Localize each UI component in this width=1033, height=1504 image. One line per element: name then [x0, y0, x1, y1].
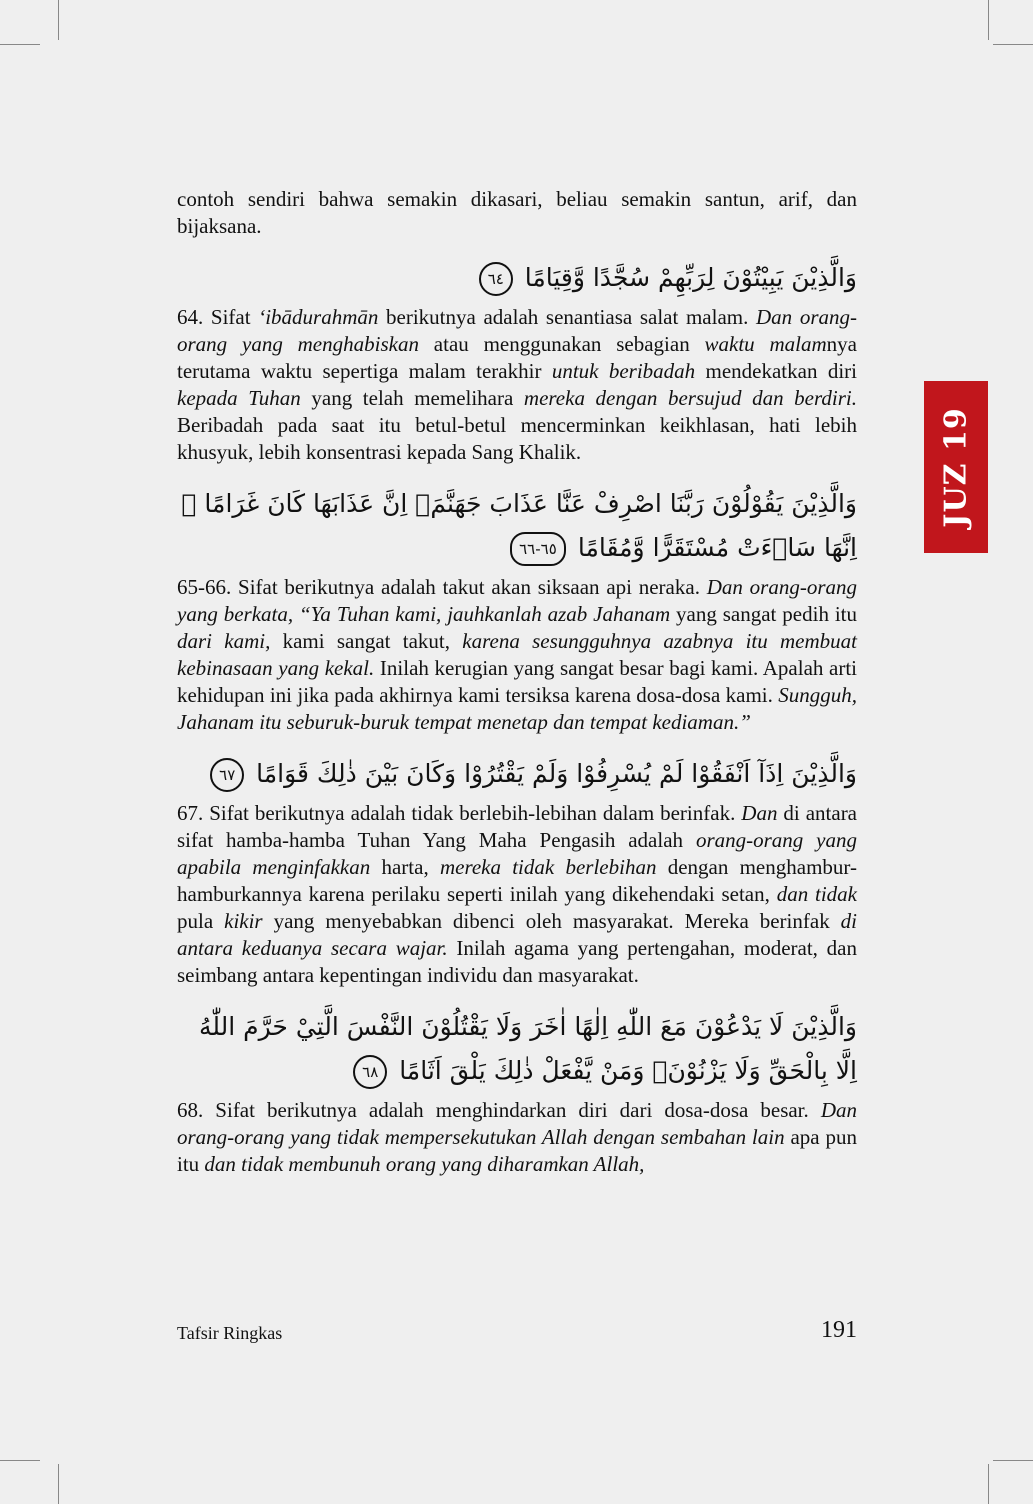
italic-segment: kepada Tuhan	[177, 386, 301, 410]
ayah-number-icon: ٦٥-٦٦	[510, 532, 566, 566]
italic-segment: dari kami,	[177, 629, 271, 653]
text-segment: 64. Sifat	[177, 305, 259, 329]
italic-segment: dan tidak membunuh orang yang diharamkan Allah,	[204, 1152, 645, 1176]
text-segment: dengan menghambur-hamburkannya karena perilaku seperti inilah yang dikehendaki setan,	[177, 855, 857, 906]
arabic-verse	[177, 482, 857, 570]
text-segment: 67. Sifat berikutnya adalah tidak berlebih-lebihan dalam berinfak.	[177, 801, 742, 825]
text-segment: harta,	[370, 855, 440, 879]
arabic-text: وَالَّذِيْنَ لَا يَدْعُوْنَ مَعَ اللّٰهِ اِلٰهًا اٰخَرَ وَلَا يَقْتُلُوْنَ النَّفْسَ الَّتِيْ حَرَّمَ اللّٰهُ اِلَّا بِالْحَقِّ وَلَا يَزْنُوْنَۚ وَمَنْ يَّفْعَلْ ذٰلِكَ يَلْقَ اَثَامًا	[198, 1012, 857, 1085]
tafsir-paragraph	[177, 304, 857, 466]
arabic-text: وَالَّذِيْنَ يَقُوْلُوْنَ رَبَّنَا اصْرِفْ عَنَّا عَذَابَ جَهَنَّمَۖ اِنَّ عَذَابَهَا كَانَ غَرَامًا ۖ اِنَّهَا سَاۤءَتْ مُسْتَقَرًّا وَّمُقَامًا	[181, 489, 857, 562]
italic-segment: dan tidak	[776, 882, 857, 906]
verse-block	[177, 482, 857, 736]
italic-segment: kikir	[224, 909, 263, 933]
italic-segment: waktu malam	[704, 332, 827, 356]
ayah-number-icon: ٦٨	[353, 1055, 387, 1089]
juz-label: JUZ 19	[938, 406, 974, 528]
page-number: 191	[821, 1317, 857, 1343]
italic-segment: Sungguh, Jahanam itu seburuk-buruk tempat menetap dan tempat kediaman.”	[177, 683, 857, 734]
verse-block	[177, 1005, 857, 1178]
intro-paragraph: contoh sendiri bahwa semakin dikasari, beliau semakin santun, arif, dan bijaksana.	[177, 187, 857, 238]
text-segment: nya terutama waktu sepertiga malam terakhir	[177, 332, 857, 383]
italic-segment: mereka dengan bersujud dan berdiri.	[523, 386, 857, 410]
juz-side-tab	[924, 381, 988, 553]
text-segment: atau menggunakan sebagian	[418, 332, 705, 356]
tafsir-paragraph	[177, 574, 857, 736]
verse-block	[177, 752, 857, 989]
tafsir-paragraph	[177, 1097, 857, 1178]
arabic-verse	[177, 1005, 857, 1093]
arabic-verse	[177, 256, 857, 300]
page-content	[177, 186, 857, 1178]
text-segment: yang menyebabkan dibenci oleh masyarakat. Mereka berinfak	[262, 909, 841, 933]
italic-segment: ʻibādurahmān	[258, 305, 379, 329]
text-segment: di antara sifat hamba-hamba Tuhan Yang Maha Pengasih adalah	[177, 801, 858, 852]
arabic-verse	[177, 752, 857, 796]
text-segment: berikutnya adalah senantiasa salat malam.	[378, 305, 757, 329]
text-segment: Inilah agama yang pertengahan, moderat, dan seimbang antara kepentingan individu dan masyarakat.	[177, 936, 857, 987]
text-segment: yang telah memelihara	[300, 386, 524, 410]
arabic-text: وَالَّذِيْنَ اِذَآ اَنْفَقُوْا لَمْ يُسْرِفُوْا وَلَمْ يَقْتُرُوْا وَكَانَ بَيْنَ ذٰلِكَ قَوَامًا	[256, 759, 857, 788]
text-segment: apa pun itu	[177, 1125, 857, 1176]
text-segment: yang sangat pedih itu	[670, 602, 858, 626]
verse-block	[177, 256, 857, 466]
italic-segment: Dan orang-orang yang tidak mempersekutukan Allah dengan sembahan lain	[177, 1098, 857, 1149]
text-segment: 65-66. Sifat berikutnya adalah takut akan siksaan api neraka.	[177, 575, 707, 599]
italic-segment: Dan	[741, 801, 778, 825]
crop-mark	[993, 44, 1033, 45]
crop-mark	[0, 44, 40, 45]
ayah-number-icon: ٦٧	[210, 758, 244, 792]
crop-mark	[993, 1460, 1033, 1461]
arabic-text: وَالَّذِيْنَ يَبِيْتُوْنَ لِرَبِّهِمْ سُجَّدًا وَّقِيَامًا	[524, 263, 857, 292]
crop-mark	[58, 1464, 59, 1504]
text-segment: pula	[177, 909, 225, 933]
text-segment: mendekatkan diri	[695, 359, 857, 383]
italic-segment: Dan orang-orang yang berkata, “Ya Tuhan kami, jauhkanlah azab Jahanam	[177, 575, 857, 626]
text-segment: 68. Sifat berikutnya adalah menghindarkan diri dari dosa-dosa besar.	[177, 1098, 821, 1122]
tafsir-paragraph	[177, 800, 857, 989]
italic-segment: untuk beribadah	[551, 359, 696, 383]
italic-segment: di antara keduanya secara wajar.	[177, 909, 857, 960]
crop-mark	[988, 0, 989, 40]
italic-segment: karena sesungguhnya azabnya itu membuat kebinasaan yang kekal.	[177, 629, 857, 680]
footer-book-title: Tafsir Ringkas	[177, 1323, 283, 1343]
text-segment: Beribadah pada saat itu betul-betul mencerminkan keikhlasan, hati lebih khusyuk, lebih konsentrasi kepada Sang Khalik.	[177, 413, 857, 464]
text-segment: kami sangat takut,	[270, 629, 463, 653]
italic-segment: orang-orang yang apabila menginfakkan	[177, 828, 857, 879]
crop-mark	[0, 1460, 40, 1461]
italic-segment: Dan orang-orang yang menghabiskan	[177, 305, 857, 356]
crop-mark	[58, 0, 59, 40]
crop-mark	[988, 1464, 989, 1504]
ayah-number-icon: ٦٤	[479, 262, 513, 296]
italic-segment: mereka tidak berlebihan	[439, 855, 657, 879]
text-segment: Inilah kerugian yang sangat besar bagi kami. Apalah arti kehidupan ini jika pada akhirnya kami tersiksa karena dosa-dosa kami.	[177, 656, 857, 707]
